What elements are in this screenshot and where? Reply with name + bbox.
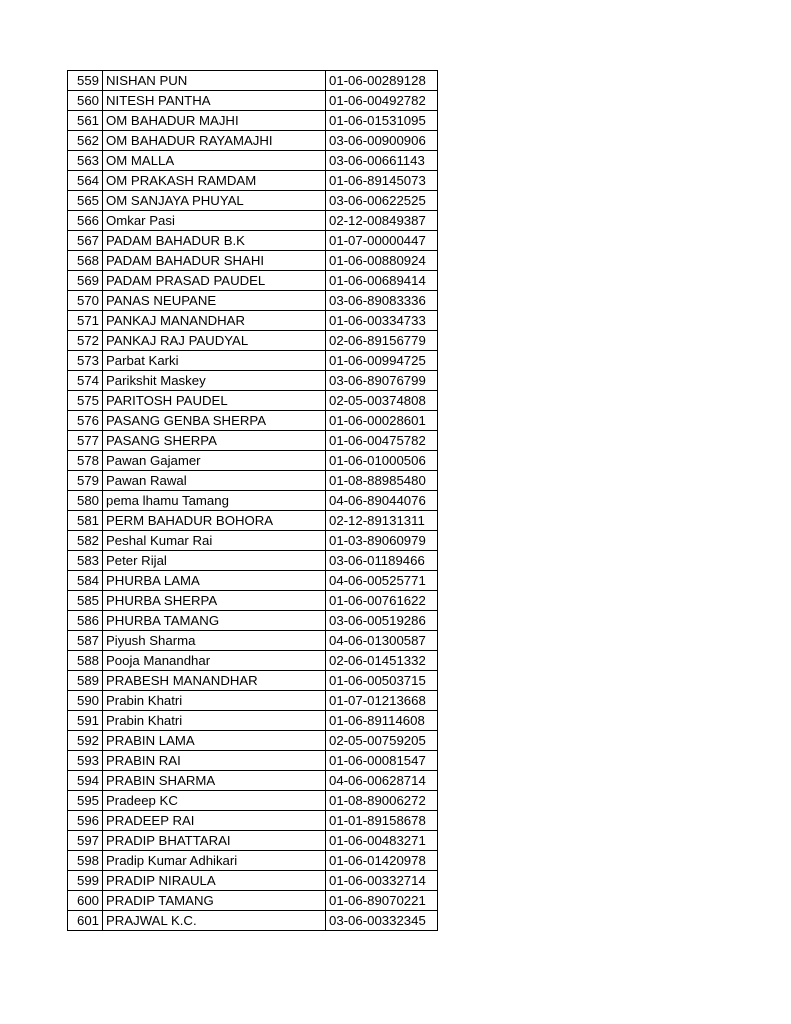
row-number-cell: 585	[68, 591, 103, 611]
code-cell: 04-06-01300587	[326, 631, 438, 651]
row-number-cell: 590	[68, 691, 103, 711]
row-number-cell: 592	[68, 731, 103, 751]
table-row	[68, 571, 438, 591]
name-cell: OM MALLA	[103, 151, 326, 171]
name-cell: PADAM BAHADUR SHAHI	[103, 251, 326, 271]
name-cell: Pooja Manandhar	[103, 651, 326, 671]
name-cell: PASANG SHERPA	[103, 431, 326, 451]
code-cell: 02-12-89131311	[326, 511, 438, 531]
row-number-cell: 559	[68, 71, 103, 91]
name-cell: PANKAJ MANANDHAR	[103, 311, 326, 331]
row-number-cell: 584	[68, 571, 103, 591]
name-cell: PRADIP NIRAULA	[103, 871, 326, 891]
table-row	[68, 611, 438, 631]
code-cell: 03-06-01189466	[326, 551, 438, 571]
code-cell: 03-06-00332345	[326, 911, 438, 931]
name-cell: NITESH PANTHA	[103, 91, 326, 111]
name-cell: PARITOSH PAUDEL	[103, 391, 326, 411]
table-row	[68, 351, 438, 371]
row-number-cell: 570	[68, 291, 103, 311]
row-number-cell: 575	[68, 391, 103, 411]
table-row	[68, 671, 438, 691]
table-row	[68, 811, 438, 831]
name-cell: OM BAHADUR MAJHI	[103, 111, 326, 131]
table-row	[68, 911, 438, 931]
table-row	[68, 271, 438, 291]
code-cell: 04-06-00525771	[326, 571, 438, 591]
name-cell: PRAJWAL K.C.	[103, 911, 326, 931]
table-row	[68, 691, 438, 711]
table-row	[68, 631, 438, 651]
code-cell: 01-06-00334733	[326, 311, 438, 331]
code-cell: 02-06-89156779	[326, 331, 438, 351]
row-number-cell: 578	[68, 451, 103, 471]
row-number-cell: 574	[68, 371, 103, 391]
table-row	[68, 251, 438, 271]
name-cell: PHURBA SHERPA	[103, 591, 326, 611]
code-cell: 01-06-01420978	[326, 851, 438, 871]
table-row	[68, 771, 438, 791]
code-cell: 01-06-89145073	[326, 171, 438, 191]
name-cell: Piyush Sharma	[103, 631, 326, 651]
table-row	[68, 131, 438, 151]
table-row	[68, 711, 438, 731]
name-cell: PANKAJ RAJ PAUDYAL	[103, 331, 326, 351]
code-cell: 01-06-01000506	[326, 451, 438, 471]
code-cell: 01-06-00994725	[326, 351, 438, 371]
row-number-cell: 587	[68, 631, 103, 651]
code-cell: 01-08-89006272	[326, 791, 438, 811]
row-number-cell: 580	[68, 491, 103, 511]
name-cell: Prabin Khatri	[103, 691, 326, 711]
row-number-cell: 593	[68, 751, 103, 771]
table-row	[68, 431, 438, 451]
code-cell: 01-07-00000447	[326, 231, 438, 251]
row-number-cell: 573	[68, 351, 103, 371]
row-number-cell: 569	[68, 271, 103, 291]
row-number-cell: 591	[68, 711, 103, 731]
name-cell: Omkar Pasi	[103, 211, 326, 231]
name-cell: Pawan Rawal	[103, 471, 326, 491]
row-number-cell: 565	[68, 191, 103, 211]
name-cell: PANAS NEUPANE	[103, 291, 326, 311]
row-number-cell: 579	[68, 471, 103, 491]
name-cell: Parbat Karki	[103, 351, 326, 371]
code-cell: 03-06-89076799	[326, 371, 438, 391]
name-cell: PADAM BAHADUR B.K	[103, 231, 326, 251]
name-cell: PRABIN LAMA	[103, 731, 326, 751]
name-cell: PRABESH MANANDHAR	[103, 671, 326, 691]
row-number-cell: 600	[68, 891, 103, 911]
row-number-cell: 568	[68, 251, 103, 271]
table-row	[68, 331, 438, 351]
code-cell: 03-06-89083336	[326, 291, 438, 311]
name-cell: OM BAHADUR RAYAMAJHI	[103, 131, 326, 151]
row-number-cell: 566	[68, 211, 103, 231]
table-row	[68, 151, 438, 171]
table-row	[68, 871, 438, 891]
row-number-cell: 560	[68, 91, 103, 111]
table-row	[68, 171, 438, 191]
table-row	[68, 391, 438, 411]
table-row	[68, 791, 438, 811]
row-number-cell: 563	[68, 151, 103, 171]
name-cell: PHURBA TAMANG	[103, 611, 326, 631]
code-cell: 01-06-00475782	[326, 431, 438, 451]
row-number-cell: 561	[68, 111, 103, 131]
table-row	[68, 651, 438, 671]
code-cell: 01-06-00332714	[326, 871, 438, 891]
row-number-cell: 583	[68, 551, 103, 571]
name-cell: PRADIP BHATTARAI	[103, 831, 326, 851]
name-cell: PHURBA LAMA	[103, 571, 326, 591]
row-number-cell: 594	[68, 771, 103, 791]
name-cell: Prabin Khatri	[103, 711, 326, 731]
table-row	[68, 471, 438, 491]
code-cell: 02-05-00374808	[326, 391, 438, 411]
row-number-cell: 586	[68, 611, 103, 631]
code-cell: 01-06-00503715	[326, 671, 438, 691]
table-row	[68, 551, 438, 571]
table-row	[68, 311, 438, 331]
row-number-cell: 564	[68, 171, 103, 191]
table-row	[68, 71, 438, 91]
code-cell: 01-06-00880924	[326, 251, 438, 271]
name-cell: PRABIN SHARMA	[103, 771, 326, 791]
row-number-cell: 595	[68, 791, 103, 811]
table-row	[68, 191, 438, 211]
name-cell: PRADIP TAMANG	[103, 891, 326, 911]
table-row	[68, 851, 438, 871]
row-number-cell: 562	[68, 131, 103, 151]
table-row	[68, 731, 438, 751]
name-cell: Parikshit Maskey	[103, 371, 326, 391]
table-row	[68, 831, 438, 851]
table-row	[68, 211, 438, 231]
code-cell: 01-06-89114608	[326, 711, 438, 731]
name-cell: Peshal Kumar Rai	[103, 531, 326, 551]
row-number-cell: 597	[68, 831, 103, 851]
name-cell: Pawan Gajamer	[103, 451, 326, 471]
code-cell: 03-06-00661143	[326, 151, 438, 171]
row-number-cell: 581	[68, 511, 103, 531]
row-number-cell: 599	[68, 871, 103, 891]
code-cell: 02-12-00849387	[326, 211, 438, 231]
name-cell: OM PRAKASH RAMDAM	[103, 171, 326, 191]
table-row	[68, 411, 438, 431]
row-number-cell: 571	[68, 311, 103, 331]
row-number-cell: 598	[68, 851, 103, 871]
code-cell: 02-06-01451332	[326, 651, 438, 671]
name-cell: PRABIN RAI	[103, 751, 326, 771]
code-cell: 01-03-89060979	[326, 531, 438, 551]
table-row	[68, 531, 438, 551]
table-row	[68, 291, 438, 311]
name-cell: PRADEEP RAI	[103, 811, 326, 831]
table-row	[68, 231, 438, 251]
table-row	[68, 511, 438, 531]
table-row	[68, 751, 438, 771]
name-cell: PERM BAHADUR BOHORA	[103, 511, 326, 531]
name-cell: Pradeep KC	[103, 791, 326, 811]
name-cell: PADAM PRASAD PAUDEL	[103, 271, 326, 291]
code-cell: 03-06-00622525	[326, 191, 438, 211]
code-cell: 01-01-89158678	[326, 811, 438, 831]
code-cell: 01-08-88985480	[326, 471, 438, 491]
code-cell: 01-06-89070221	[326, 891, 438, 911]
row-number-cell: 577	[68, 431, 103, 451]
row-number-cell: 572	[68, 331, 103, 351]
row-number-cell: 582	[68, 531, 103, 551]
code-cell: 01-07-01213668	[326, 691, 438, 711]
name-cell: NISHAN PUN	[103, 71, 326, 91]
row-number-cell: 601	[68, 911, 103, 931]
row-number-cell: 576	[68, 411, 103, 431]
code-cell: 03-06-00519286	[326, 611, 438, 631]
row-number-cell: 588	[68, 651, 103, 671]
name-cell: OM SANJAYA PHUYAL	[103, 191, 326, 211]
table-row	[68, 91, 438, 111]
code-cell: 01-06-00289128	[326, 71, 438, 91]
name-cell: Pradip Kumar Adhikari	[103, 851, 326, 871]
code-cell: 01-06-00028601	[326, 411, 438, 431]
table-row	[68, 891, 438, 911]
code-cell: 01-06-01531095	[326, 111, 438, 131]
table-row	[68, 491, 438, 511]
name-cell: PASANG GENBA SHERPA	[103, 411, 326, 431]
code-cell: 04-06-00628714	[326, 771, 438, 791]
table-row	[68, 111, 438, 131]
code-cell: 01-06-00761622	[326, 591, 438, 611]
table-row	[68, 371, 438, 391]
code-cell: 04-06-89044076	[326, 491, 438, 511]
roster-table	[67, 70, 438, 931]
code-cell: 02-05-00759205	[326, 731, 438, 751]
table-row	[68, 451, 438, 471]
code-cell: 01-06-00081547	[326, 751, 438, 771]
roster-table-body	[68, 71, 438, 931]
code-cell: 01-06-00492782	[326, 91, 438, 111]
code-cell: 01-06-00689414	[326, 271, 438, 291]
name-cell: Peter Rijal	[103, 551, 326, 571]
code-cell: 01-06-00483271	[326, 831, 438, 851]
row-number-cell: 567	[68, 231, 103, 251]
name-cell: pema lhamu Tamang	[103, 491, 326, 511]
row-number-cell: 596	[68, 811, 103, 831]
table-row	[68, 591, 438, 611]
row-number-cell: 589	[68, 671, 103, 691]
code-cell: 03-06-00900906	[326, 131, 438, 151]
